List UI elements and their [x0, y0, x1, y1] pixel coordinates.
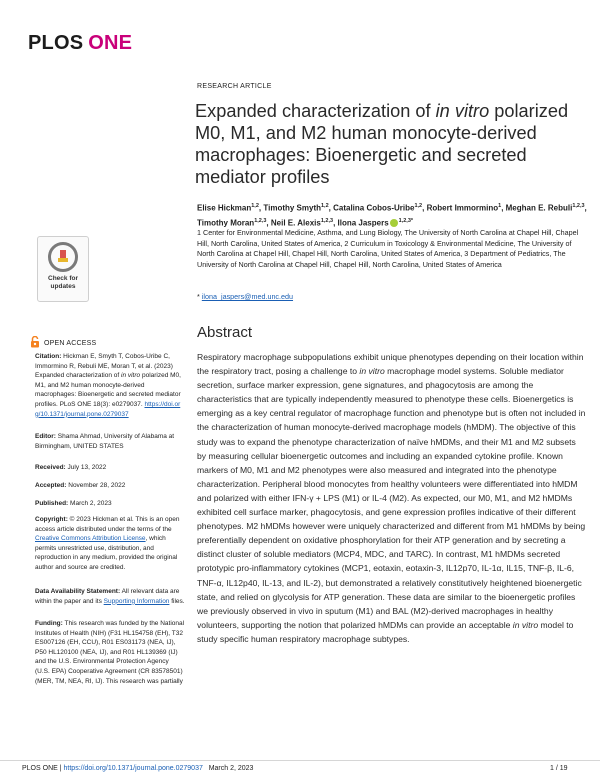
author-name[interactable]: Robert Immormino [426, 203, 499, 213]
title-part2: polarized M0, M1, and M2 human monocyte-derived macrophages: Bioenergetic and secreted mediator profiles [195, 101, 569, 187]
cc-license-link[interactable]: Creative Commons Attribution License [35, 535, 146, 543]
affiliation-text: Center for Environmental Medicine, Asthma, and Lung Biology, The University of North Carolina at Chapel Hill, Chapel Hill, North Carolina, United States of America, [197, 228, 579, 248]
abstract-text-2: macrophage model systems. Soluble mediator secretion, surface marker expression, gene signatures, and phagocytosis are among the characteristics that are typically independently measured to phenotype these cells. Bioenergetics is emerging as a key central regulator of macrophage function and phenotype but is often not included in the characterization of human monocyte-derived macrophage models (hMDM). The objective of this study was to expand the phenotype characterization of naïve hMDMs, and their M1 and M2 subsets by measuring cellular bioenergetic outcomes and including an expanded cytokine profile. Known markers of M0, M1 and M2 phenotypes were also measured and integrated into the phenotype characterization. Peripheral blood monocytes from healthy volunteers were differentiated into hMDM and polarized with either IFN-γ + LPS (M1) or IL-4 (M2). As expected, our M0, M1, and M2 hMDMs exhibited cell surface marker, phagocytosis, and gene expression profiles indicative of their different phenotypes. M2 hMDMs however were uniquely characterized and different from M1 hMDMs by being preferentially dependent on oxidative phosphorylation for their ATP generation and by secreting a distinct cluster of soluble mediators (MCP4, MDC, and TARC). In contrast, M1 hMDMs secreted prototypic pro-inflammatory cytokines (MCP1, eotaxin, eotaxin-3, IL12p70, IL-1α, IL15, TNF-β, IL-6, TNF-α, IL12p40, IL-13, and IL-2), but demonstrated a relatively constitutively heightened bioenergetic state, and relied on glycolysis for ATP generation. These data are similar to the bioenergetic profiles we previously observed in vivo in sputum (M1) and BAL (M2)-derived macrophages in healthy volunteers, supporting the notion that polarized hMDMs can provide an acceptable [197, 366, 586, 630]
author-name[interactable]: Timothy Smyth [263, 203, 321, 213]
check-for-updates-icon [48, 242, 78, 272]
data-availability-label: Data Availability Statement: [35, 588, 121, 595]
author-name[interactable]: Timothy Moran [197, 218, 255, 228]
author-name[interactable]: Meghan E. Rebuli [505, 203, 573, 213]
logo-one: ONE [88, 32, 133, 54]
footer-separator: | [57, 765, 64, 772]
funding-label: Funding: [35, 620, 63, 627]
author-affiliation-sup: 1,2 [251, 203, 259, 209]
author-affiliation-sup: 1,2,3 [320, 217, 334, 224]
title-italic: in vitro [435, 101, 490, 121]
author-name[interactable]: Neil E. Alexis [270, 218, 321, 228]
funding-text: This research was funded by the National Institutes of Health (NIH) (F31 HL154758 (EH), T32 ES007126 (EH, CCU), R01 ES031173 (NEA, IJ), P50 HL120100 (NEA, IJ), and R01 HL139369 (IJ) and the U.S. Environmental Protection Agency (U.S. EPA) Cooperative Agreement (CR 83578501) (MER, TM, NEA, RI, IJ). This research was partially [35, 620, 185, 685]
footer-journal: PLOS ONE [22, 765, 58, 772]
author-name[interactable]: Catalina Cobos-Uribe [333, 203, 415, 213]
author-affiliation-sup: 1,2,3* [398, 217, 414, 224]
author-affiliation-sup: 1,2,3 [254, 217, 267, 224]
journal-logo[interactable] [28, 32, 132, 55]
abstract-text-3: model to study specific human respiratory macrophage subtypes. [197, 619, 574, 644]
received-label: Received: [35, 464, 66, 471]
affiliation-text: Curriculum in Toxicology & Environmental Medicine, The University of North Carolina at Chapel Hill, Chapel Hill, North Carolina, United States of America, [197, 238, 572, 258]
published-block [35, 499, 185, 509]
citation-doi-link[interactable]: https://doi.org/10.1371/journal.pone.0279037 [35, 400, 181, 418]
data-availability-text2: files. [169, 597, 185, 605]
published-text: March 2, 2023 [68, 500, 112, 507]
supporting-info-link[interactable]: Supporting Information [103, 597, 170, 605]
data-availability-block [35, 587, 185, 606]
editor-label: Editor: [35, 433, 56, 440]
citation-label: Citation: [35, 353, 62, 360]
author-affiliation-sup: 1,2,3 [572, 203, 585, 209]
citation-block [35, 352, 185, 419]
lock-open-icon [30, 336, 40, 350]
affiliation-text: Department of Pediatrics, The University of North Carolina at Chapel Hill, Chapel Hill, North Carolina, United States of America [197, 249, 566, 269]
check-for-updates-badge[interactable] [37, 236, 89, 302]
open-access-badge [30, 336, 96, 350]
abstract-italic-1: in vitro [359, 366, 385, 377]
citation-text2: polarized M0, M1, and M2 human monocyte-derived macrophages: Bioenergetic and secreted mediator profiles. PLoS ONE 18(3): e0279037. [35, 372, 181, 408]
article-type: RESEARCH ARTICLE [197, 83, 272, 90]
affiliation-number: 2 [344, 238, 349, 248]
editor-text: Shama Ahmad, University of Alabama at Birmingham, UNITED STATES [35, 433, 175, 450]
page-footer [22, 765, 253, 772]
title-part1: Expanded characterization of [195, 101, 436, 121]
footer-date: March 2, 2023 [208, 765, 254, 772]
abstract-body [197, 350, 587, 646]
author-name[interactable]: Ilona Jaspers [337, 218, 389, 228]
page-number: 1 / 19 [550, 765, 568, 772]
data-availability-text: All relevant data are within the paper and its [35, 588, 180, 605]
copyright-text: © 2023 Hickman et al. This is an open access article distributed under the terms of the [35, 516, 180, 533]
abstract-italic-2: in vitro [512, 619, 539, 630]
author-affiliation-sup: 1,2 [321, 203, 329, 209]
received-block [35, 463, 185, 473]
copyright-label: Copyright: [35, 516, 68, 523]
accepted-block [35, 481, 185, 491]
check-updates-line1: Check for [48, 275, 78, 282]
abstract-text-1: Respiratory macrophage subpopulations exhibit unique phenotypes depending on their location within the respiratory tract, posing a challenge to [197, 352, 584, 377]
check-updates-line2: updates [50, 282, 76, 290]
published-label: Published: [35, 500, 69, 507]
corresponding-author [197, 292, 293, 301]
citation-italic: in vitro [121, 372, 141, 380]
author-list: Elise Hickman$^{1,2}$, Timothy Smyth$^{1,2}$, Catalina Cobos-Uribe$^{1,2}$, Robert Immormino$^1$, Meghan E. Rebuli$^{1,2,3}$, Timothy Moran$^{1,2,3}$, Neil E. Alexis$^{1,2,3}$, Ilona Jaspers $^{1,2,3*}$ [197, 203, 587, 228]
logo-plos: PLOS [28, 32, 84, 54]
affiliations [197, 228, 587, 270]
affiliation-number: 3 [464, 249, 469, 258]
article-title [195, 100, 590, 188]
footer-doi-link[interactable]: https://doi.org/10.1371/journal.pone.0279037 [63, 765, 203, 772]
affiliation-number: 1 [197, 228, 201, 237]
orcid-icon[interactable] [390, 219, 398, 227]
copyright-text2: , which permits unrestricted use, distribution, and reproduction in any medium, provided the original author and source are credited. [35, 535, 178, 571]
corr-email-link[interactable]: ilona_jaspers@med.unc.edu [201, 292, 294, 301]
corr-star: * [197, 292, 200, 301]
footer-divider [0, 760, 600, 761]
received-text: July 13, 2022 [65, 464, 107, 471]
accepted-label: Accepted: [35, 482, 67, 489]
abstract-heading: Abstract [197, 324, 253, 341]
funding-block [35, 619, 185, 686]
author-name[interactable]: Elise Hickman [197, 203, 252, 213]
accepted-text: November 28, 2022 [66, 482, 126, 489]
copyright-block [35, 515, 185, 573]
author-affiliation-sup: 1,2 [414, 203, 423, 209]
citation-text: Hickman E, Smyth T, Cobos-Uribe C, Immormino R, Rebuli ME, Moran T, et al. (2023) Expanded characterization of [35, 353, 173, 380]
editor-block [35, 432, 185, 451]
open-access-label: OPEN ACCESS [44, 339, 97, 347]
author-affiliation-sup: 1 [498, 203, 502, 209]
